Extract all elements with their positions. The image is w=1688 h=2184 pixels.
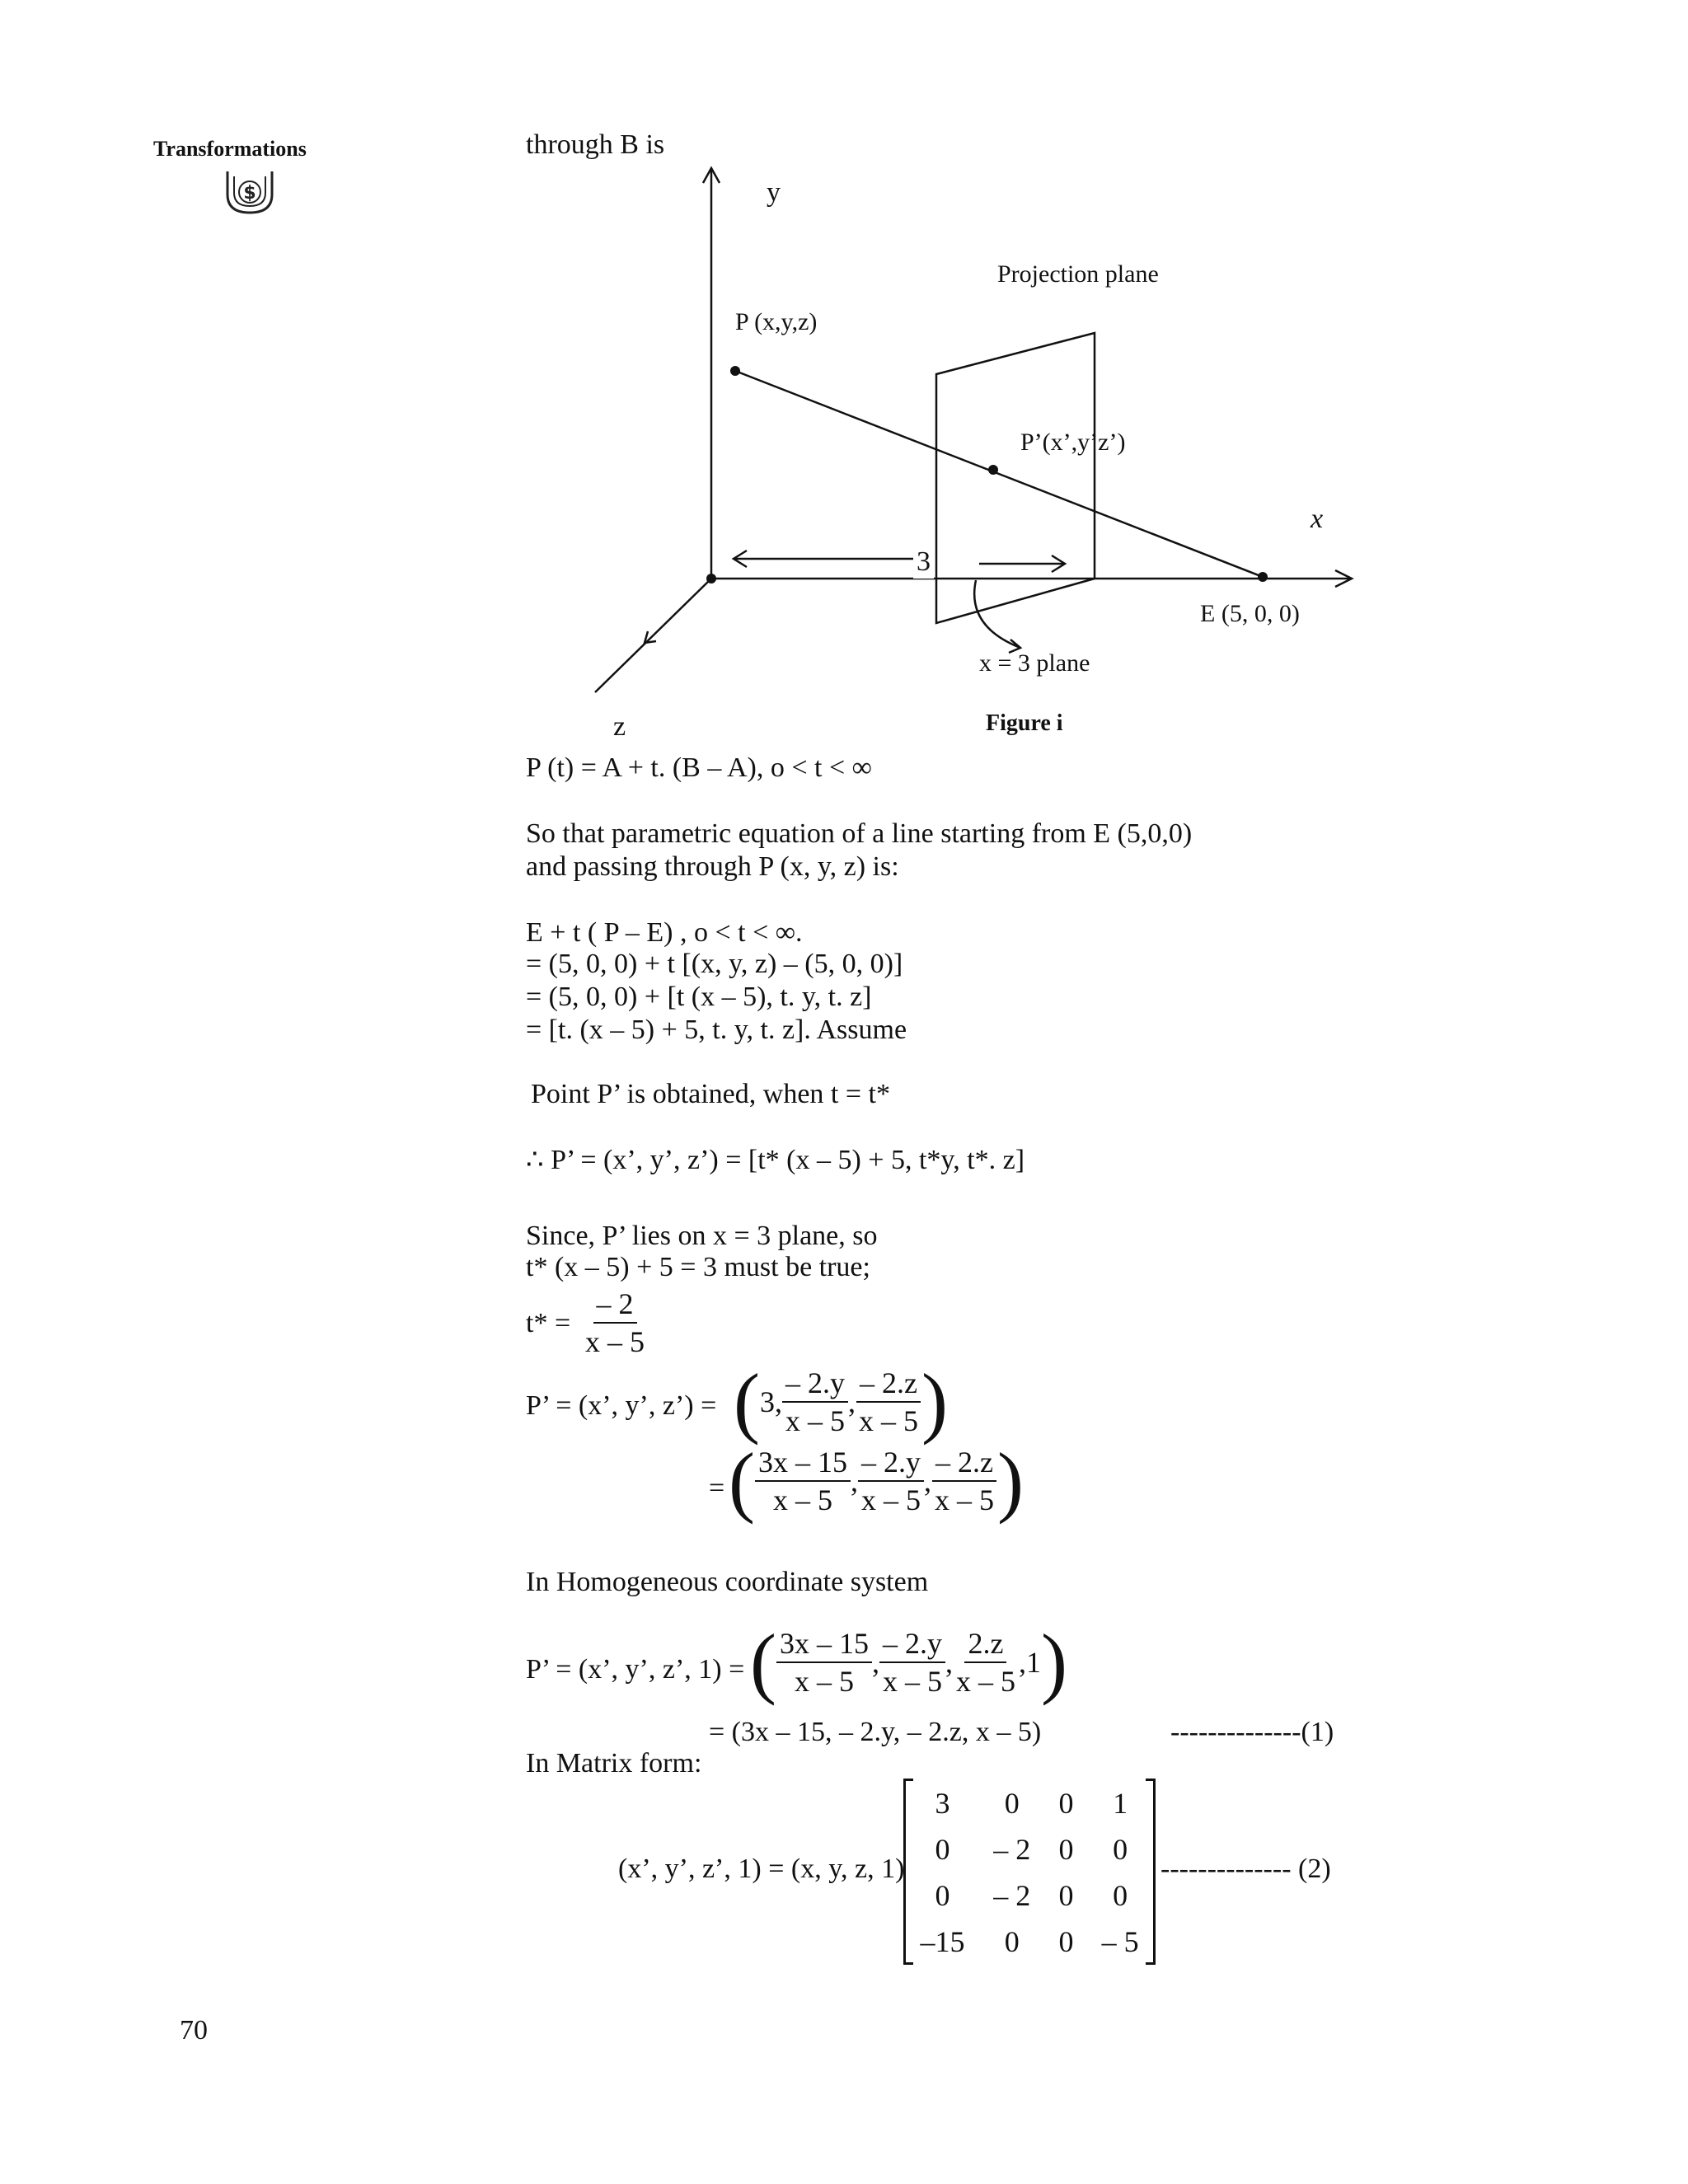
point-obtained-line: Point P’ is obtained, when t = t* <box>531 1079 890 1109</box>
param-equation: P (t) = A + t. (B – A), o < t < ∞ <box>526 752 872 783</box>
hom-num-3: 2.z <box>964 1625 1006 1663</box>
tstar-lhs: t* = <box>526 1308 571 1338</box>
homogeneous-result: = (3x – 15, – 2.y, – 2.z, x – 5) <box>709 1717 1042 1747</box>
point-p-prime <box>988 465 998 475</box>
tstar-fraction <box>582 1286 648 1360</box>
homogeneous-heading: In Homogeneous coordinate system <box>526 1567 929 1597</box>
z-axis-label: z <box>613 711 626 742</box>
homogeneous-lhs: P’ = (x’, y’, z’, 1) = <box>526 1654 745 1685</box>
matrix-row <box>906 1826 1153 1872</box>
matrix-row <box>906 1919 1153 1965</box>
matrix-cell: – 5 <box>1101 1925 1139 1958</box>
paragraph-line-1: So that parametric equation of a line starting from E (5,0,0) <box>526 818 1193 849</box>
matrix-cell: 1 <box>1113 1787 1128 1820</box>
pp1-num-1: – 2.y <box>782 1365 848 1403</box>
matrix-cell: 0 <box>1058 1787 1074 1820</box>
projector-line <box>735 371 1263 577</box>
matrix-cell: 0 <box>1004 1925 1020 1958</box>
pprime-vector-1: ( 3, $\frac{- 2.y}{x - 5}$ , $\frac{- 2.z}{x - 5}$ ) <box>734 1357 948 1446</box>
plane-equation-label: x = 3 plane <box>979 649 1090 677</box>
y-axis-label: y <box>767 177 781 208</box>
transformation-matrix <box>903 1779 1156 1965</box>
homogeneous-vector: ( $\frac{3x - 15}{x - 5}$ , $\frac{- 2.y}{x - 5}$ , $\frac{2.z}{x - 5}$ ,1 ) <box>750 1618 1067 1706</box>
svg-text:$: $ <box>243 183 256 204</box>
equation-line-3: = (5, 0, 0) + [t (x – 5), t. y, t. z] <box>526 982 872 1012</box>
matrix-cell: 3 <box>935 1787 950 1820</box>
hom-num-1: 3x – 15 <box>776 1625 872 1663</box>
pp2-den-3: x – 5 <box>934 1483 994 1516</box>
pp1-den-1: x – 5 <box>785 1404 845 1437</box>
point-p-prime-label: P’(x’,y’z’) <box>1020 429 1126 456</box>
section-title: Transformations <box>153 137 307 161</box>
pprime-eq-sign: = <box>709 1473 725 1503</box>
pp2-num-1: 3x – 15 <box>755 1444 851 1482</box>
hom-one: ,1 <box>1018 1646 1041 1679</box>
matrix-cell: 0 <box>935 1833 950 1866</box>
pp2-num-2: – 2.y <box>858 1444 924 1482</box>
therefore-line: ∴ P’ = (x’, y’, z’) = [t* (x – 5) + 5, t*y, t*. z] <box>526 1145 1025 1175</box>
page-number: 70 <box>180 2015 208 2046</box>
matrix-cell: 0 <box>1058 1925 1074 1958</box>
matrix-cell: 0 <box>1058 1833 1074 1866</box>
pp2-den-2: x – 5 <box>860 1483 921 1516</box>
matrix-form-heading: In Matrix form: <box>526 1748 702 1779</box>
hom-den-2: x – 5 <box>882 1665 942 1698</box>
pprime-vector-2: ( $\frac{3x - 15}{x - 5}$ , $\frac{- 2.y}{x - 5}$ , $\frac{- 2.z}{x - 5}$ ) <box>729 1436 1024 1525</box>
tstar-numerator: – 2 <box>593 1286 637 1324</box>
matrix-row <box>906 1780 1153 1826</box>
matrix-cell: 0 <box>935 1879 950 1912</box>
since-line-2: t* (x – 5) + 5 = 3 must be true; <box>526 1252 870 1282</box>
matrix-cell: 0 <box>1058 1879 1074 1912</box>
hom-den-1: x – 5 <box>794 1665 854 1698</box>
figure-caption: Figure i <box>986 710 1063 736</box>
pp1-num-2: – 2.z <box>856 1365 921 1403</box>
point-e-label: E (5, 0, 0) <box>1200 600 1300 627</box>
tstar-denominator: x – 5 <box>585 1325 645 1358</box>
origin-point <box>706 574 716 583</box>
paragraph-line-2: and passing through P (x, y, z) is: <box>526 851 899 882</box>
projection-figure <box>0 0 1688 742</box>
matrix-cell: 0 <box>1113 1833 1128 1866</box>
intro-text: through B is <box>526 129 665 160</box>
equation-line-1: E + t ( P – E) , o < t < ∞. <box>526 917 803 948</box>
matrix-cell: –15 <box>920 1925 965 1958</box>
distance-label: 3 <box>913 546 934 579</box>
matrix-cell: 0 <box>1113 1879 1128 1912</box>
point-e <box>1258 572 1268 582</box>
matrix-cell: – 2 <box>993 1833 1031 1866</box>
matrix-cell: 0 <box>1004 1787 1020 1820</box>
point-p-label: P (x,y,z) <box>735 308 818 335</box>
equation-tag-1: --------------(1) <box>1170 1717 1334 1747</box>
pp1-den-2: x – 5 <box>858 1404 918 1437</box>
equation-line-4: = [t. (x – 5) + 5, t. y, t. z]. Assume <box>526 1015 907 1045</box>
hom-num-2: – 2.y <box>879 1625 945 1663</box>
matrix-lhs: (x’, y’, z’, 1) = (x, y, z, 1) <box>618 1854 905 1884</box>
matrix-cell: – 2 <box>993 1879 1031 1912</box>
x-axis-label: x <box>1311 504 1324 534</box>
z-axis <box>595 579 711 692</box>
equation-tag-2: -------------- (2) <box>1160 1854 1331 1884</box>
plane-label: Projection plane <box>997 260 1159 288</box>
pprime-lhs: P’ = (x’, y’, z’) = <box>526 1390 717 1421</box>
since-line-1: Since, P’ lies on x = 3 plane, so <box>526 1221 878 1251</box>
equation-line-2: = (5, 0, 0) + t [(x, y, z) – (5, 0, 0)] <box>526 949 903 979</box>
hom-den-3: x – 5 <box>955 1665 1015 1698</box>
point-p <box>730 366 740 376</box>
pprime-three: 3, <box>759 1385 782 1418</box>
pp2-num-3: – 2.z <box>932 1444 996 1482</box>
pp2-den-1: x – 5 <box>772 1483 832 1516</box>
matrix-row <box>906 1872 1153 1919</box>
